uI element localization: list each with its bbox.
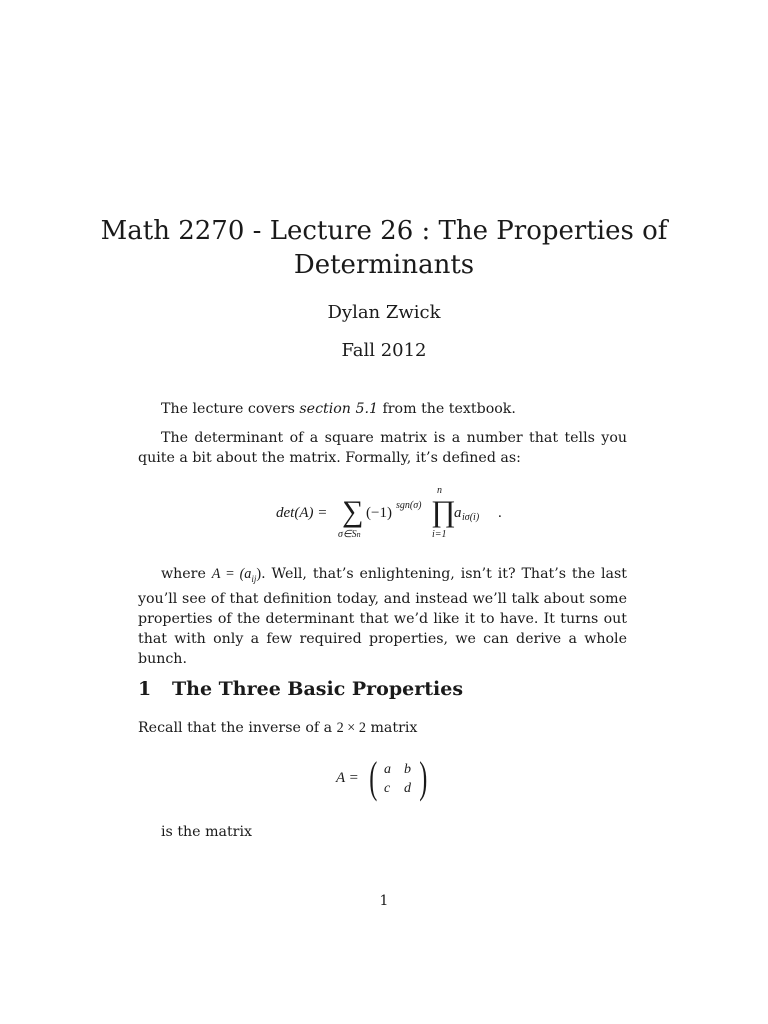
- document-title: Math 2270 - Lecture 26 : The Properties of Determinants: [100, 216, 668, 280]
- author: Dylan Zwick: [327, 302, 441, 323]
- section-reference: section 5.1: [299, 401, 379, 417]
- matrix-cell-c: c: [384, 781, 391, 796]
- matrix-lhs: A =: [336, 770, 359, 786]
- left-paren: (: [369, 753, 378, 802]
- right-paren: ): [419, 753, 428, 802]
- intro-text-end: from the textbook.: [378, 401, 516, 417]
- formula-period: .: [498, 505, 502, 521]
- product-superscript: n: [437, 485, 442, 496]
- intro-paragraph: [138, 399, 627, 419]
- matrix-cell-b: b: [404, 762, 411, 777]
- page-number: 1: [379, 893, 389, 909]
- section-heading: [138, 678, 463, 700]
- sum-subscript: σ∈Sn: [338, 529, 361, 540]
- matrix-cell-a: a: [384, 762, 391, 777]
- explanation-paragraph: where $A = (a_{ij})$. Well, that’s enlightening, isn’t it? That’s the last you’ll see of that definition today, and instead we’ll talk about some properties of the determinant that we’d like it to have. It turns out that with only a few required properties, we can derive a whole bunch.: [138, 566, 627, 667]
- matrix-formula: [336, 753, 436, 802]
- matrix-entry: a: [454, 505, 462, 521]
- product-subscript: i=1: [432, 529, 447, 540]
- determinant-formula: [276, 485, 516, 544]
- section-title: The Three Basic Properties: [172, 678, 464, 700]
- inverse-intro: is the matrix: [161, 824, 253, 840]
- definition-paragraph: The determinant of a square matrix is a number that tells you quite a bit about the matrix. Formally, it’s defined as:: [138, 430, 627, 466]
- sum-symbol: ∑: [342, 495, 364, 528]
- sign-term: (−1): [366, 505, 392, 521]
- inline-math: $A = (a_{ij})$: [211, 566, 262, 584]
- intro-text: The lecture covers: [161, 401, 300, 417]
- matrix-cell-d: d: [404, 781, 411, 796]
- inverse-paragraph: Recall that the inverse of a 2 × 2 matrix: [138, 720, 418, 736]
- section-number: 1: [138, 678, 152, 700]
- formula-lhs: det(A) =: [276, 505, 328, 521]
- matrix-entry-subscript: iσ(i): [462, 512, 480, 523]
- inline-math-size: 2 × 2: [336, 720, 366, 736]
- date: Fall 2012: [341, 340, 427, 361]
- product-symbol: ∏: [431, 495, 456, 528]
- sign-exponent: sgn(σ): [396, 500, 422, 511]
